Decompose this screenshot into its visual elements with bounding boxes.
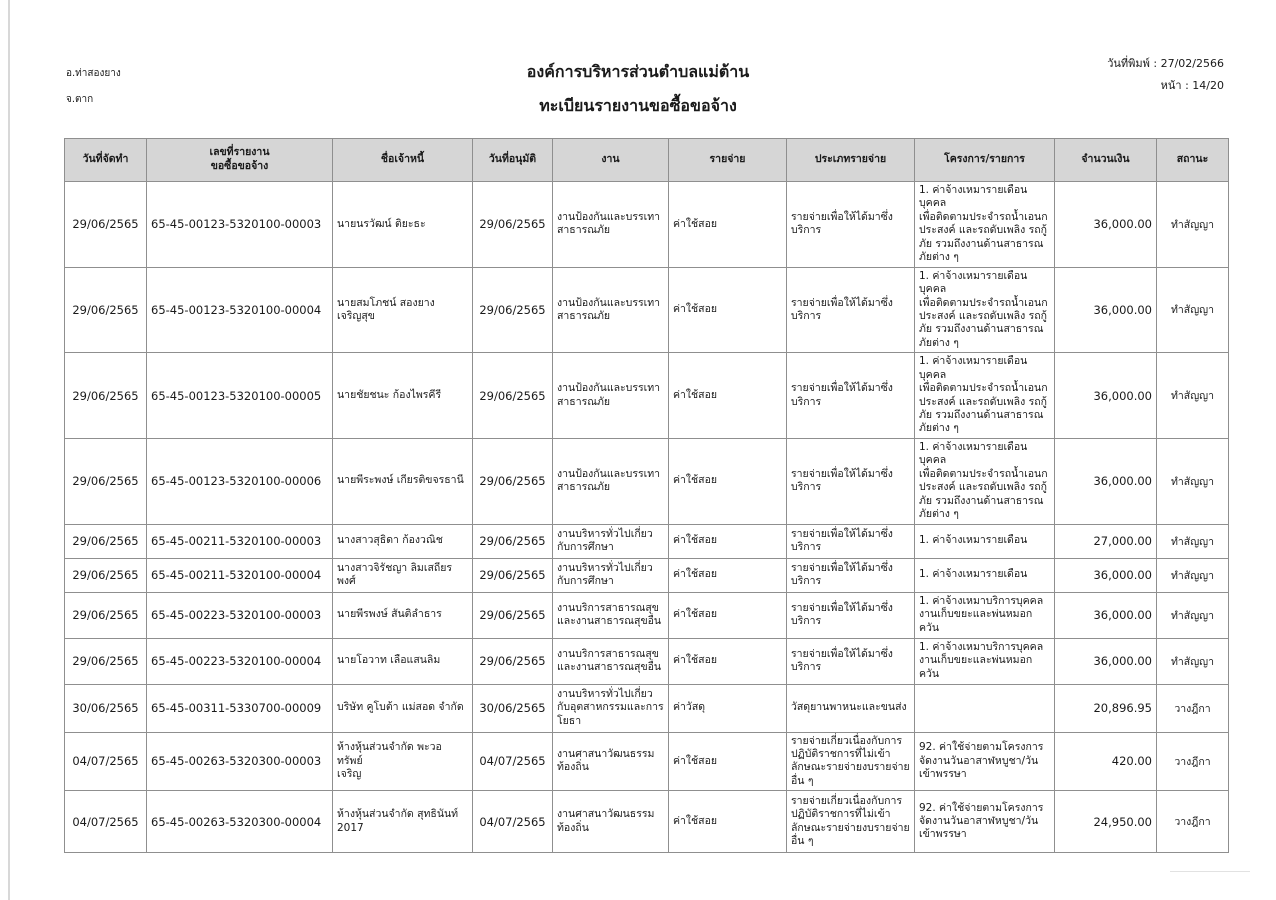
status-cell: ทำสัญญา: [1157, 267, 1229, 353]
report-number-cell: 65-45-00263-5320300-00004: [147, 791, 333, 853]
date-cell: 29/06/2565: [65, 438, 147, 524]
job-cell: งานป้องกันและบรรเทา สาธารณภัย: [553, 438, 669, 524]
date-cell: 04/07/2565: [65, 732, 147, 791]
expense-type-cell: รายจ่ายเกี่ยวเนื่องกับการ ปฏิบัติราชการที่ไม่เข้า ลักษณะรายจ่ายงบรายจ่าย อื่น ๆ: [787, 791, 915, 853]
table-row: [65, 524, 1229, 558]
expense-type-cell: รายจ่ายเพื่อให้ได้มาซึ่ง บริการ: [787, 182, 915, 268]
status-cell: ทำสัญญา: [1157, 638, 1229, 684]
status-cell: ทำสัญญา: [1157, 182, 1229, 268]
creditor-name-cell: นางสาวสุธิดา ก้องวณิช: [333, 524, 473, 558]
expense-cell: ค่าใช้สอย: [669, 524, 787, 558]
province-label: จ.ตาก: [66, 94, 94, 105]
col-date-created-header: วันที่จัดทำ: [65, 139, 147, 182]
creditor-name-cell: ห้างหุ้นส่วนจำกัด พะวอ ทรัพย์ เจริญ: [333, 732, 473, 791]
approval-date-cell: 29/06/2565: [473, 638, 553, 684]
status-cell: วางฎีกา: [1157, 791, 1229, 853]
approval-date-cell: 04/07/2565: [473, 732, 553, 791]
col-expense-type-header: ประเภทรายจ่าย: [787, 139, 915, 182]
report-number-cell: 65-45-00211-5320100-00004: [147, 558, 333, 592]
amount-cell: 36,000.00: [1055, 558, 1157, 592]
approval-date-cell: 29/06/2565: [473, 524, 553, 558]
table-row: [65, 638, 1229, 684]
status-cell: ทำสัญญา: [1157, 353, 1229, 439]
project-cell: 1. ค่าจ้างเหมารายเดือน: [915, 524, 1055, 558]
expense-cell: ค่าใช้สอย: [669, 638, 787, 684]
expense-type-cell: รายจ่ายเกี่ยวเนื่องกับการ ปฏิบัติราชการที่ไม่เข้า ลักษณะรายจ่ายงบรายจ่าย อื่น ๆ: [787, 732, 915, 791]
expense-cell: ค่าใช้สอย: [669, 791, 787, 853]
expense-cell: ค่าใช้สอย: [669, 267, 787, 353]
creditor-name-cell: นายชัยชนะ ก้องไพรคีรี: [333, 353, 473, 439]
table-row: [65, 592, 1229, 638]
col-project-header: โครงการ/รายการ: [915, 139, 1055, 182]
report-number-cell: 65-45-00223-5320100-00004: [147, 638, 333, 684]
job-cell: งานบริหารทั่วไปเกี่ยว กับการศึกษา: [553, 558, 669, 592]
table-row: [65, 732, 1229, 791]
approval-date-cell: 29/06/2565: [473, 558, 553, 592]
status-cell: วางฎีกา: [1157, 684, 1229, 732]
creditor-name-cell: นางสาวจิรัชญา ลิมเสถียรพงศ์: [333, 558, 473, 592]
creditor-name-cell: ห้างหุ้นส่วนจำกัด สุทธินันท์ 2017: [333, 791, 473, 853]
col-report-number-header: เลขที่รายงาน ขอซื้อขอจ้าง: [147, 139, 333, 182]
report-title: ทะเบียนรายงานขอซื้อขอจ้าง: [539, 96, 737, 115]
table-row: [65, 438, 1229, 524]
expense-cell: ค่าใช้สอย: [669, 438, 787, 524]
job-cell: งานป้องกันและบรรเทา สาธารณภัย: [553, 182, 669, 268]
expense-type-cell: รายจ่ายเพื่อให้ได้มาซึ่ง บริการ: [787, 638, 915, 684]
expense-cell: ค่าใช้สอย: [669, 182, 787, 268]
expense-type-cell: วัสดุยานพาหนะและขนส่ง: [787, 684, 915, 732]
report-number-cell: 65-45-00223-5320100-00003: [147, 592, 333, 638]
expense-type-cell: รายจ่ายเพื่อให้ได้มาซึ่ง บริการ: [787, 558, 915, 592]
report-number-cell: 65-45-00123-5320100-00003: [147, 182, 333, 268]
project-cell: 92. ค่าใช้จ่ายตามโครงการ จัดงานวันอาสาฬหบูชา/วัน เข้าพรรษา: [915, 791, 1055, 853]
report-number-cell: 65-45-00123-5320100-00004: [147, 267, 333, 353]
approval-date-cell: 29/06/2565: [473, 267, 553, 353]
procurement-report-table: [64, 138, 1229, 853]
col-amount-header: จำนวนเงิน: [1055, 139, 1157, 182]
table-row: [65, 791, 1229, 853]
organization-title: องค์การบริหารส่วนตำบลแม่ต้าน: [526, 62, 750, 81]
report-number-cell: 65-45-00263-5320300-00003: [147, 732, 333, 791]
status-cell: ทำสัญญา: [1157, 524, 1229, 558]
creditor-name-cell: นายโอวาท เลือแสนลิม: [333, 638, 473, 684]
project-cell: 1. ค่าจ้างเหมารายเดือนบุคคล เพื่อติดตามประจำรถน้ำเอนก ประสงค์ และรถดับเพลิง รถกู้ ภัย รวมถึงงานด้านสาธารณ ภัยต่าง ๆ: [915, 438, 1055, 524]
expense-type-cell: รายจ่ายเพื่อให้ได้มาซึ่ง บริการ: [787, 353, 915, 439]
amount-cell: 36,000.00: [1055, 182, 1157, 268]
job-cell: งานบริการสาธารณสุข และงานสาธารณสุขอื่น: [553, 638, 669, 684]
job-cell: งานป้องกันและบรรเทา สาธารณภัย: [553, 353, 669, 439]
status-cell: วางฎีกา: [1157, 732, 1229, 791]
creditor-name-cell: นายพีระพงษ์ เกียรติขจรธานี: [333, 438, 473, 524]
date-cell: 29/06/2565: [65, 353, 147, 439]
approval-date-cell: 29/06/2565: [473, 353, 553, 439]
table-row: [65, 182, 1229, 268]
project-cell: [915, 684, 1055, 732]
date-cell: 29/06/2565: [65, 558, 147, 592]
district-label: อ.ท่าสองยาง: [66, 68, 121, 79]
amount-cell: 420.00: [1055, 732, 1157, 791]
report-number-cell: 65-45-00123-5320100-00005: [147, 353, 333, 439]
approval-date-cell: 29/06/2565: [473, 592, 553, 638]
status-cell: ทำสัญญา: [1157, 438, 1229, 524]
project-cell: 1. ค่าจ้างเหมาบริการบุคคล งานเก็บขยะและพ่นหมอก ควัน: [915, 592, 1055, 638]
amount-cell: 20,896.95: [1055, 684, 1157, 732]
project-cell: 1. ค่าจ้างเหมาบริการบุคคล งานเก็บขยะและพ่นหมอก ควัน: [915, 638, 1055, 684]
col-creditor-name-header: ชื่อเจ้าหนี้: [333, 139, 473, 182]
date-cell: 29/06/2565: [65, 638, 147, 684]
amount-cell: 24,950.00: [1055, 791, 1157, 853]
table-row: [65, 353, 1229, 439]
expense-type-cell: รายจ่ายเพื่อให้ได้มาซึ่ง บริการ: [787, 592, 915, 638]
table-row: [65, 558, 1229, 592]
expense-cell: ค่าวัสดุ: [669, 684, 787, 732]
expense-type-cell: รายจ่ายเพื่อให้ได้มาซึ่ง บริการ: [787, 438, 915, 524]
expense-type-cell: รายจ่ายเพื่อให้ได้มาซึ่ง บริการ: [787, 524, 915, 558]
date-cell: 29/06/2565: [65, 267, 147, 353]
creditor-name-cell: นายสมโภชน์ สองยางเจริญสุข: [333, 267, 473, 353]
table-body: [65, 182, 1229, 853]
job-cell: งานศาสนาวัฒนธรรม ท้องถิ่น: [553, 732, 669, 791]
expense-cell: ค่าใช้สอย: [669, 353, 787, 439]
approval-date-cell: 30/06/2565: [473, 684, 553, 732]
date-cell: 30/06/2565: [65, 684, 147, 732]
amount-cell: 36,000.00: [1055, 438, 1157, 524]
amount-cell: 27,000.00: [1055, 524, 1157, 558]
amount-cell: 36,000.00: [1055, 267, 1157, 353]
col-approval-date-header: วันที่อนุมัติ: [473, 139, 553, 182]
expense-cell: ค่าใช้สอย: [669, 732, 787, 791]
page-edge: [8, 0, 10, 900]
status-cell: ทำสัญญา: [1157, 558, 1229, 592]
approval-date-cell: 29/06/2565: [473, 182, 553, 268]
project-cell: 1. ค่าจ้างเหมารายเดือน: [915, 558, 1055, 592]
report-number-cell: 65-45-00211-5320100-00003: [147, 524, 333, 558]
report-number-cell: 65-45-00311-5330700-00009: [147, 684, 333, 732]
table-row: [65, 267, 1229, 353]
approval-date-cell: 29/06/2565: [473, 438, 553, 524]
amount-cell: 36,000.00: [1055, 638, 1157, 684]
status-cell: ทำสัญญา: [1157, 592, 1229, 638]
col-job-header: งาน: [553, 139, 669, 182]
date-cell: 04/07/2565: [65, 791, 147, 853]
job-cell: งานบริหารทั่วไปเกี่ยว กับการศึกษา: [553, 524, 669, 558]
table-row: [65, 684, 1229, 732]
col-expense-header: รายจ่าย: [669, 139, 787, 182]
job-cell: งานบริการสาธารณสุข และงานสาธารณสุขอื่น: [553, 592, 669, 638]
project-cell: 1. ค่าจ้างเหมารายเดือนบุคคล เพื่อติดตามประจำรถน้ำเอนก ประสงค์ และรถดับเพลิง รถกู้ ภัย รวมถึงงานด้านสาธารณ ภัยต่าง ๆ: [915, 267, 1055, 353]
creditor-name-cell: บริษัท คูโบต้า แม่สอด จำกัด: [333, 684, 473, 732]
date-cell: 29/06/2565: [65, 182, 147, 268]
job-cell: งานศาสนาวัฒนธรรม ท้องถิ่น: [553, 791, 669, 853]
creditor-name-cell: นายนรวัฒน์ ติยะธะ: [333, 182, 473, 268]
report-number-cell: 65-45-00123-5320100-00006: [147, 438, 333, 524]
scan-mark: [1170, 849, 1250, 872]
creditor-name-cell: นายพีรพงษ์ สันติลำธาร: [333, 592, 473, 638]
approval-date-cell: 04/07/2565: [473, 791, 553, 853]
expense-cell: ค่าใช้สอย: [669, 592, 787, 638]
amount-cell: 36,000.00: [1055, 592, 1157, 638]
table-header-row: [65, 139, 1229, 182]
job-cell: งานบริหารทั่วไปเกี่ยว กับอุตสาหกรรมและการ โยธา: [553, 684, 669, 732]
print-date: วันที่พิมพ์ : 27/02/2566: [1107, 57, 1224, 70]
col-status-header: สถานะ: [1157, 139, 1229, 182]
amount-cell: 36,000.00: [1055, 353, 1157, 439]
date-cell: 29/06/2565: [65, 592, 147, 638]
page-number: หน้า : 14/20: [1160, 79, 1224, 92]
job-cell: งานป้องกันและบรรเทา สาธารณภัย: [553, 267, 669, 353]
expense-cell: ค่าใช้สอย: [669, 558, 787, 592]
project-cell: 92. ค่าใช้จ่ายตามโครงการ จัดงานวันอาสาฬหบูชา/วัน เข้าพรรษา: [915, 732, 1055, 791]
date-cell: 29/06/2565: [65, 524, 147, 558]
expense-type-cell: รายจ่ายเพื่อให้ได้มาซึ่ง บริการ: [787, 267, 915, 353]
project-cell: 1. ค่าจ้างเหมารายเดือนบุคคล เพื่อติดตามประจำรถน้ำเอนก ประสงค์ และรถดับเพลิง รถกู้ ภัย รวมถึงงานด้านสาธารณ ภัยต่าง ๆ: [915, 182, 1055, 268]
project-cell: 1. ค่าจ้างเหมารายเดือนบุคคล เพื่อติดตามประจำรถน้ำเอนก ประสงค์ และรถดับเพลิง รถกู้ ภัย รวมถึงงานด้านสาธารณ ภัยต่าง ๆ: [915, 353, 1055, 439]
